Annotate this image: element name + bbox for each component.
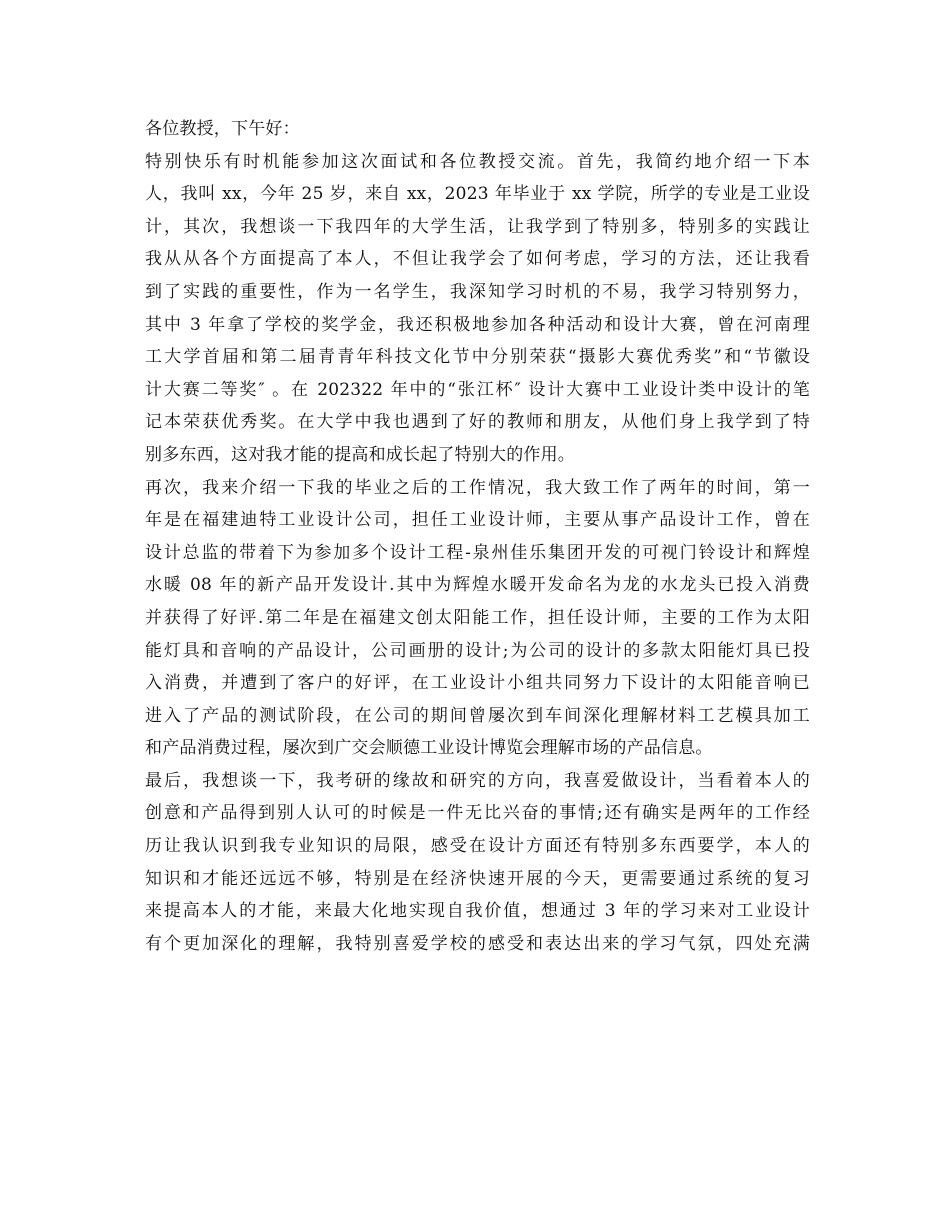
text-line: 计大赛二等奖″ 。在 202322 年中的“张江杯″ 设计大赛中工业设计类中设计的笔 (145, 379, 810, 400)
text-line: 来提高本人的才能，来最大化地实现自我价值，想通过 3 年的学习来对工业设计 (145, 901, 810, 922)
text-line: 和产品消费过程，屡次到广交会顺德工业设计博览会理解市场的产品信息。 (145, 738, 713, 759)
text-line: 水暖 08 年的新产品开发设计.其中为辉煌水暖开发命名为龙的水龙头已投入消费 (145, 575, 810, 596)
text-line: 入消费，并遭到了客户的好评，在工业设计小组共同努力下设计的太阳能音响已 (145, 673, 810, 694)
text-line: 能灯具和音响的产品设计，公司画册的设计;为公司的设计的多款太阳能灯具已投 (145, 640, 810, 661)
text-line: 年是在福建迪特工业设计公司，担任工业设计师，主要从事产品设计工作，曾在 (145, 510, 810, 531)
text-line: 其中 3 年拿了学校的奖学金，我还积极地参加各种活动和设计大赛，曾在河南理 (145, 314, 810, 335)
text-line: 最后，我想谈一下，我考研的缘故和研究的方向，我喜爱做设计，当看着本人的 (145, 770, 810, 791)
text-line: 有个更加深化的理解，我特别喜爱学校的感受和表达出来的学习气氛，四处充满 (145, 933, 810, 954)
text-line: 知识和才能还远远不够，特别是在经济快速开展的今天，更需要通过系统的复习 (145, 868, 810, 889)
text-line: 再次，我来介绍一下我的毕业之后的工作情况，我大致工作了两年的时间，第一 (145, 477, 810, 498)
text-line: 历让我认识到我专业知识的局限，感受在设计方面还有特别多东西要学，本人的 (145, 836, 810, 857)
text-line: 创意和产品得到别人认可的时候是一件无比兴奋的事情;还有确实是两年的工作经 (145, 803, 810, 824)
text-line: 设计总监的带着下为参加多个设计工程-泉州佳乐集团开发的可视门铃设计和辉煌 (145, 542, 810, 563)
greeting-line: 各位教授，下午好： (145, 119, 300, 139)
text-line: 到了实践的重要性，作为一名学生，我深知学习时机的不易，我学习特别努力， (145, 281, 810, 302)
text-line: 我从从各个方面提高了本人，不但让我学会了如何考虑，学习的方法，还让我看 (145, 249, 810, 270)
text-line: 别多东西，这对我才能的提高和成长起了特别大的作用。 (145, 444, 575, 465)
text-line: 人，我叫 xx，今年 25 岁，来自 xx，2023 年毕业于 xx 学院，所学的专业是工业设 (145, 184, 810, 205)
text-line: 工大学首届和第二届青青年科技文化节中分别荣获“摄影大赛优秀奖”和“节徽设 (145, 347, 810, 368)
text-line: 记本荣获优秀奖。在大学中我也遇到了好的教师和朋友，从他们身上我学到了特 (145, 412, 810, 433)
text-line: 进入了产品的测试阶段，在公司的期间曾屡次到车间深化理解材料工艺模具加工 (145, 705, 810, 726)
text-line: 并获得了好评.第二年是在福建文创太阳能工作，担任设计师，主要的工作为太阳 (145, 607, 810, 628)
document-body (145, 113, 810, 960)
text-line: 特别快乐有时机能参加这次面试和各位教授交流。首先，我简约地介绍一下本 (145, 151, 810, 172)
text-line: 计，其次，我想谈一下我四年的大学生活，让我学到了特别多，特别多的实践让 (145, 216, 810, 237)
